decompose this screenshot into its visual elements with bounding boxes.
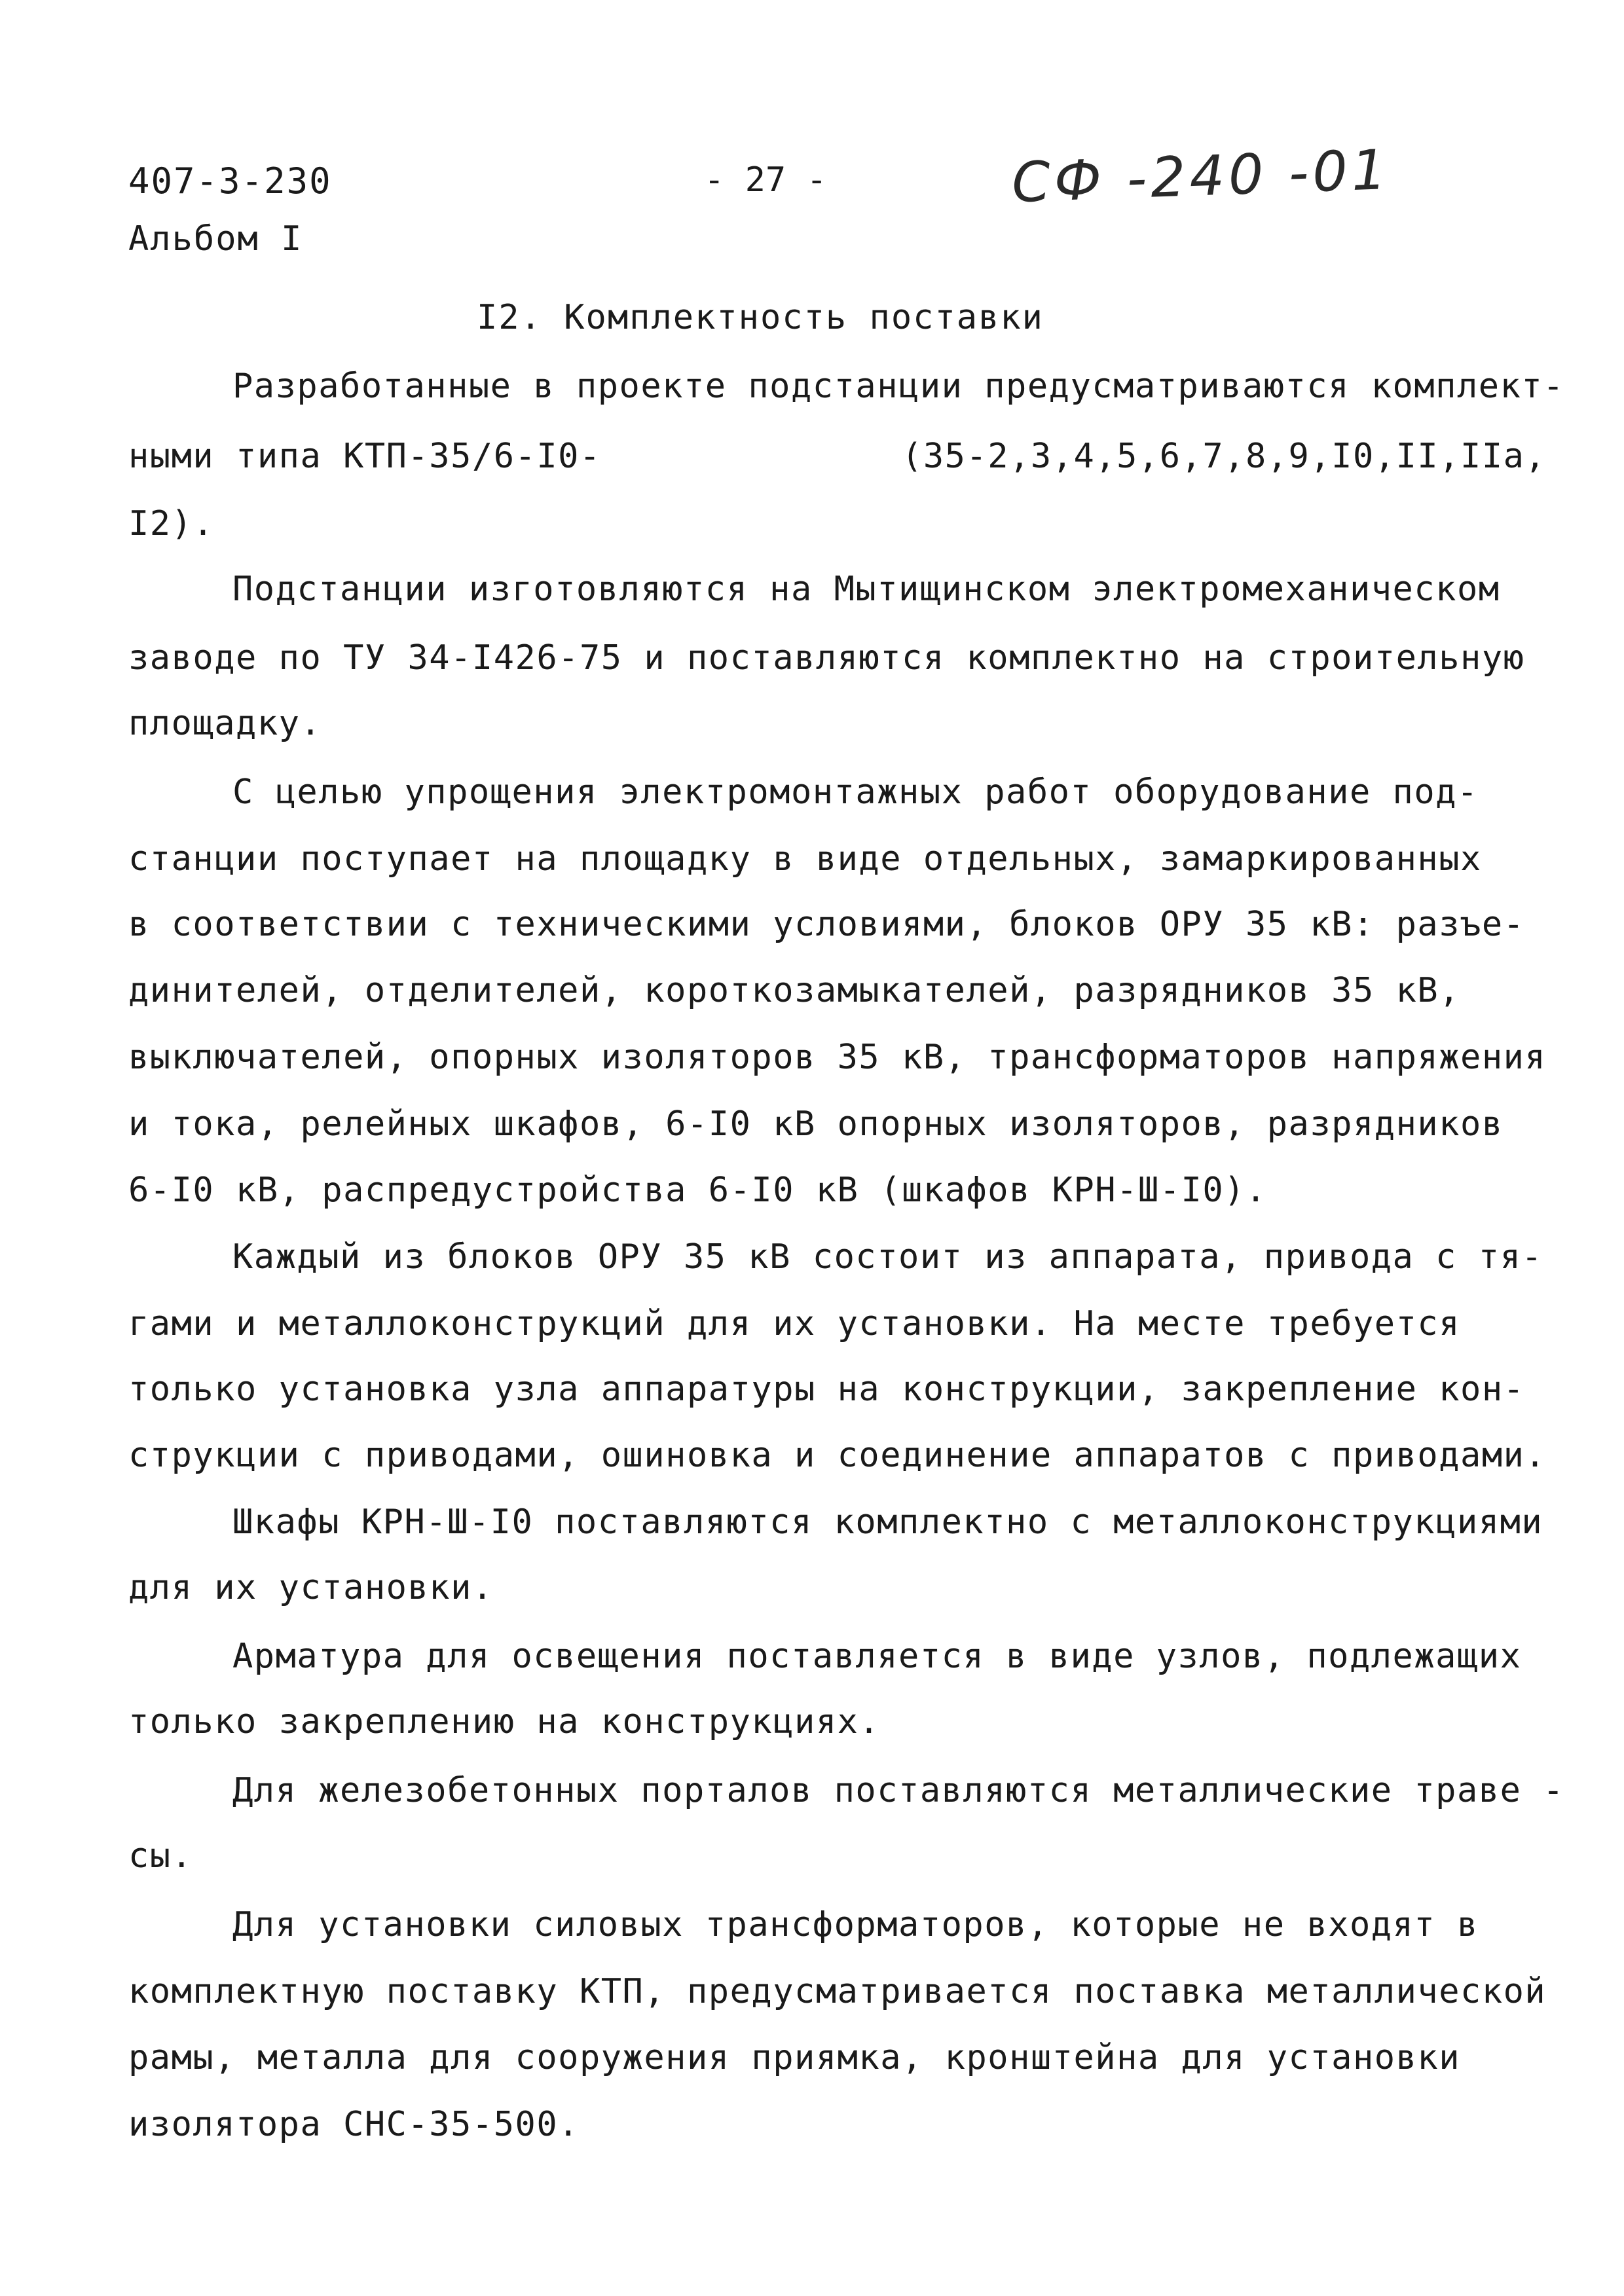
- text-line: в соответствии с техническими условиями, блоков ОРУ 35 кВ: разъе-: [128, 905, 1525, 944]
- text-line: С целью упрощения электромонтажных работ оборудование под-: [232, 773, 1479, 812]
- text-line: ными типа КТП-35/6-I0- (35-2,3,4,5,6,7,8,9,I0,II,IIа,: [128, 437, 1547, 476]
- text-line: гами и металлоконструкций для их установки. На месте требуется: [128, 1304, 1461, 1343]
- text-line: только закреплению на конструкциях.: [128, 1702, 881, 1741]
- text-line: и тока, релейных шкафов, 6-I0 кВ опорных изоляторов, разрядников: [128, 1104, 1504, 1144]
- text-line: струкции с приводами, ошиновка и соединение аппаратов с приводами.: [128, 1436, 1547, 1475]
- text-line: выключателей, опорных изоляторов 35 кВ, трансформаторов напряжения: [128, 1038, 1547, 1077]
- text-line: Для установки силовых трансформаторов, которые не входят в: [232, 1905, 1479, 1944]
- text-line: динителей, отделителей, короткозамыкателей, разрядников 35 кВ,: [128, 971, 1461, 1010]
- text-line: станции поступает на площадку в виде отдельных, замаркированных: [128, 839, 1482, 879]
- text-line: изолятора СНС-35-500.: [128, 2105, 580, 2144]
- page-number: - 27 -: [704, 160, 827, 200]
- text-line: рамы, металла для сооружения приямка, кронштейна для установки: [128, 2038, 1461, 2077]
- text-line: комплектную поставку КТП, предусматривается поставка металлической: [128, 1972, 1547, 2011]
- text-line: сы.: [128, 1836, 193, 1876]
- handwritten-stamp: СФ -240 -01: [1010, 137, 1392, 215]
- text-line: Арматура для освещения поставляется в виде узлов, подлежащих: [232, 1637, 1522, 1676]
- text-line: Шкафы КРН-Ш-I0 поставляются комплектно с металлоконструкциями: [232, 1503, 1543, 1542]
- text-line: 6-I0 кВ, распредустройства 6-I0 кВ (шкафов КРН-Ш-I0).: [128, 1171, 1267, 1210]
- text-line: I2).: [128, 504, 215, 543]
- text-line: площадку.: [128, 704, 322, 743]
- text-line: только установка узла аппаратуры на конструкции, закрепление кон-: [128, 1370, 1525, 1409]
- text-line: Каждый из блоков ОРУ 35 кВ состоит из аппарата, привода с тя-: [232, 1237, 1543, 1277]
- document-code: 407-3-230: [128, 160, 332, 202]
- text-line: для их установки.: [128, 1568, 494, 1607]
- text-line: Для железобетонных порталов поставляются металлические траве -: [232, 1771, 1565, 1810]
- section-title: I2. Комплектность поставки: [477, 298, 1044, 337]
- text-line: Подстанции изготовляются на Мытищинском электромеханическом: [232, 570, 1500, 609]
- text-line: заводе по ТУ 34-I426-75 и поставляются комплектно на строительную: [128, 638, 1525, 678]
- album-label: Альбом I: [128, 219, 303, 259]
- text-line: Разработанные в проекте подстанции предусматриваются комплект-: [232, 367, 1565, 406]
